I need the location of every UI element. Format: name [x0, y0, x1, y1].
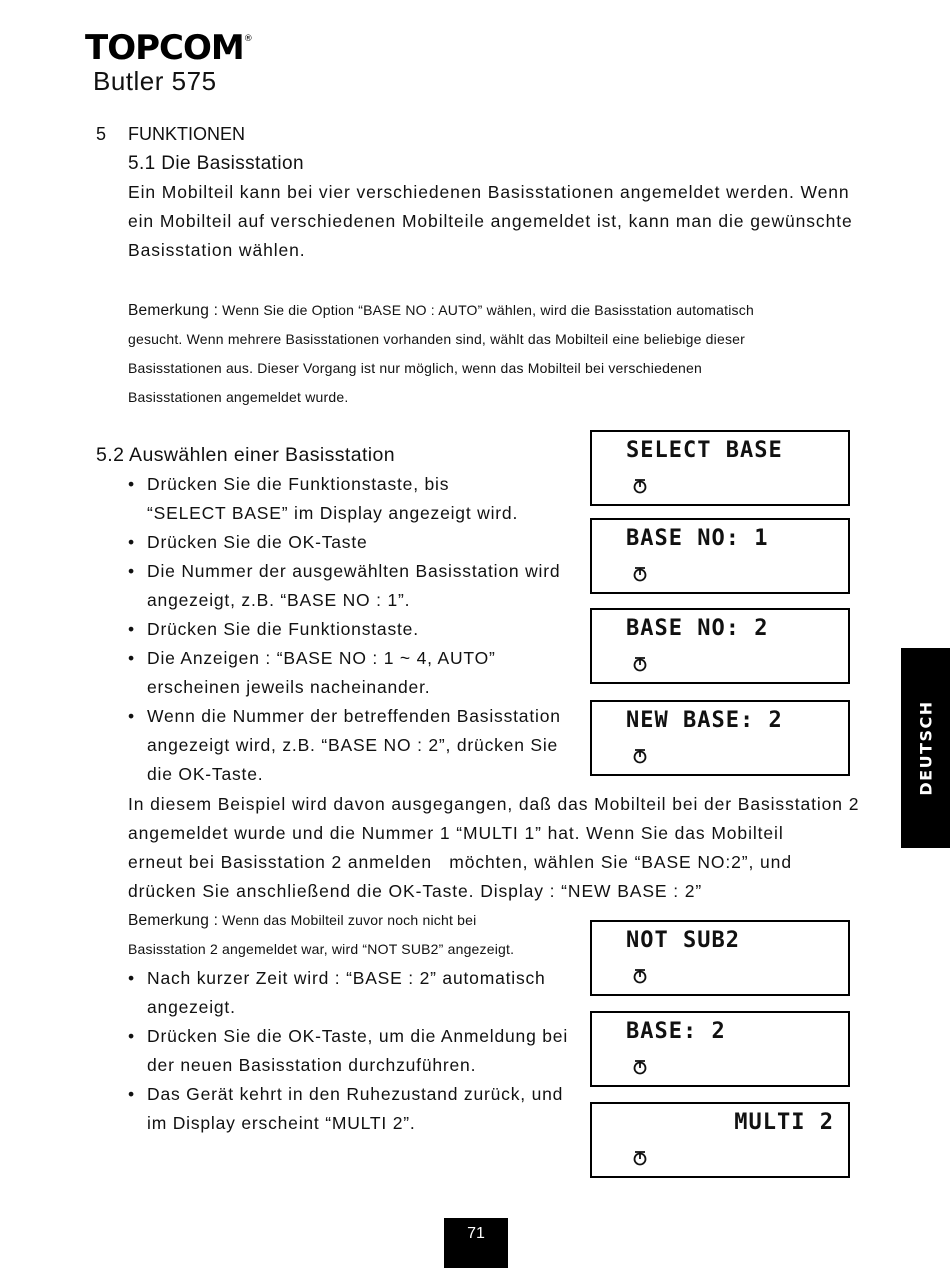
- intro-paragraph: [128, 178, 863, 265]
- text-line: Basisstation 2 angemeldet war, wird “NOT SUB2” angezeigt.: [128, 941, 515, 957]
- subsection-heading-5-2: 5.2 Auswählen einer Basisstation: [96, 444, 395, 466]
- lcd-text: BASE NO: 1: [626, 526, 769, 551]
- lcd-text: NOT SUB2: [626, 928, 740, 953]
- steps-list-2: [128, 964, 578, 1138]
- lcd-display-base-no-2: [590, 608, 850, 684]
- list-item: • Drücken Sie die OK-Taste, um die Anmeldung bei der neuen Basisstation durchzuführen.: [128, 1022, 578, 1080]
- lcd-text: BASE NO: 2: [626, 616, 769, 641]
- handset-antenna-icon: [632, 1148, 648, 1166]
- handset-antenna-icon: [632, 476, 648, 494]
- handset-antenna-icon: [632, 1057, 648, 1075]
- registered-mark: ®: [243, 34, 252, 44]
- list-item: • Die Nummer der ausgewählten Basisstation wird angezeigt, z.B. “BASE NO : 1”.: [128, 557, 578, 615]
- handset-antenna-icon: [632, 654, 648, 672]
- language-tab: [901, 648, 950, 848]
- text-line: Basisstation wählen.: [128, 240, 306, 260]
- text-line: erneut bei Basisstation 2 anmelden möchten, wählen Sie “BASE NO:2”, und: [128, 852, 792, 872]
- list-item: • Das Gerät kehrt in den Ruhezustand zurück, und im Display erscheint “MULTI 2”.: [128, 1080, 578, 1138]
- note-paragraph-2: Bemerkung : Wenn das Mobilteil zuvor noch nicht bei Basisstation 2 angemeldet war, wird “NOT SUB2” angezeigt.: [128, 906, 578, 964]
- text-line: Basisstationen aus. Dieser Vorgang ist nur möglich, wenn das Mobilteil bei verschiedenen: [128, 360, 703, 376]
- lcd-display-new-base-2: [590, 700, 850, 776]
- text-line: drücken Sie anschließend die OK-Taste. Display : “NEW BASE : 2”: [128, 881, 703, 901]
- list-item: • Drücken Sie die Funktionstaste, bis “SELECT BASE” im Display angezeigt wird.: [128, 470, 578, 528]
- text-line: angemeldet wurde und die Nummer 1 “MULTI 1” hat. Wenn Sie das Mobilteil: [128, 823, 784, 843]
- list-item: • Die Anzeigen : “BASE NO : 1 ~ 4, AUTO” erscheinen jeweils nacheinander.: [128, 644, 578, 702]
- handset-antenna-icon: [632, 966, 648, 984]
- lcd-display-not-sub2: [590, 920, 850, 996]
- page-number: 71: [444, 1218, 508, 1268]
- note-label: Bemerkung :: [128, 912, 219, 929]
- note-label: Bemerkung :: [128, 302, 219, 319]
- lcd-text: MULTI 2: [734, 1110, 834, 1135]
- text-line: ein Mobilteil auf verschiedenen Mobilteile angemeldet ist, kann man die gewünschte: [128, 211, 853, 231]
- handset-antenna-icon: [632, 564, 648, 582]
- lcd-display-base-no-1: [590, 518, 850, 594]
- list-item: • Nach kurzer Zeit wird : “BASE : 2” automatisch angezeigt.: [128, 964, 578, 1022]
- lcd-display-multi-2: [590, 1102, 850, 1178]
- note-paragraph: Bemerkung : Wenn Sie die Option “BASE NO : AUTO” wählen, wird die Basisstation automatisch gesucht. Wenn mehrere Basisstationen vorhanden sind, wählt das Mobilteil eine beliebige dieser Basisstationen aus. Dieser Vorgang ist nur möglich, wenn das Mobilteil bei verschiedenen Basisstationen angemeldet wurde.: [128, 296, 863, 412]
- list-item: • Drücken Sie die Funktionstaste.: [128, 615, 578, 644]
- list-item: • Drücken Sie die OK-Taste: [128, 528, 578, 557]
- text-line: Basisstationen angemeldet wurde.: [128, 389, 349, 405]
- lcd-display-select-base: [590, 430, 850, 506]
- section-heading: 5 FUNKTIONEN: [96, 124, 245, 144]
- lcd-display-base-2: [590, 1011, 850, 1087]
- lcd-text: SELECT BASE: [626, 438, 783, 463]
- example-paragraph: [128, 790, 868, 906]
- text-line: gesucht. Wenn mehrere Basisstationen vorhanden sind, wählt das Mobilteil eine beliebige dieser: [128, 331, 746, 347]
- lcd-text: NEW BASE: 2: [626, 708, 783, 733]
- subsection-heading-5-1: 5.1 Die Basisstation: [128, 153, 304, 174]
- text-line: Ein Mobilteil kann bei vier verschiedenen Basisstationen angemeldet werden. Wenn: [128, 182, 850, 202]
- lcd-text: BASE: 2: [626, 1019, 726, 1044]
- list-item: • Wenn die Nummer der betreffenden Basisstation angezeigt wird, z.B. “BASE NO : 2”, drücken Sie die OK-Taste.: [128, 702, 578, 789]
- steps-list: [128, 470, 578, 789]
- language-tab-label: DEUTSCH: [916, 700, 935, 796]
- model-name: Butler 575: [93, 66, 217, 96]
- handset-antenna-icon: [632, 746, 648, 764]
- brand-logo: TOPCOM®: [85, 28, 252, 68]
- text-line: In diesem Beispiel wird davon ausgegangen, daß das Mobilteil bei der Basisstation 2: [128, 794, 860, 814]
